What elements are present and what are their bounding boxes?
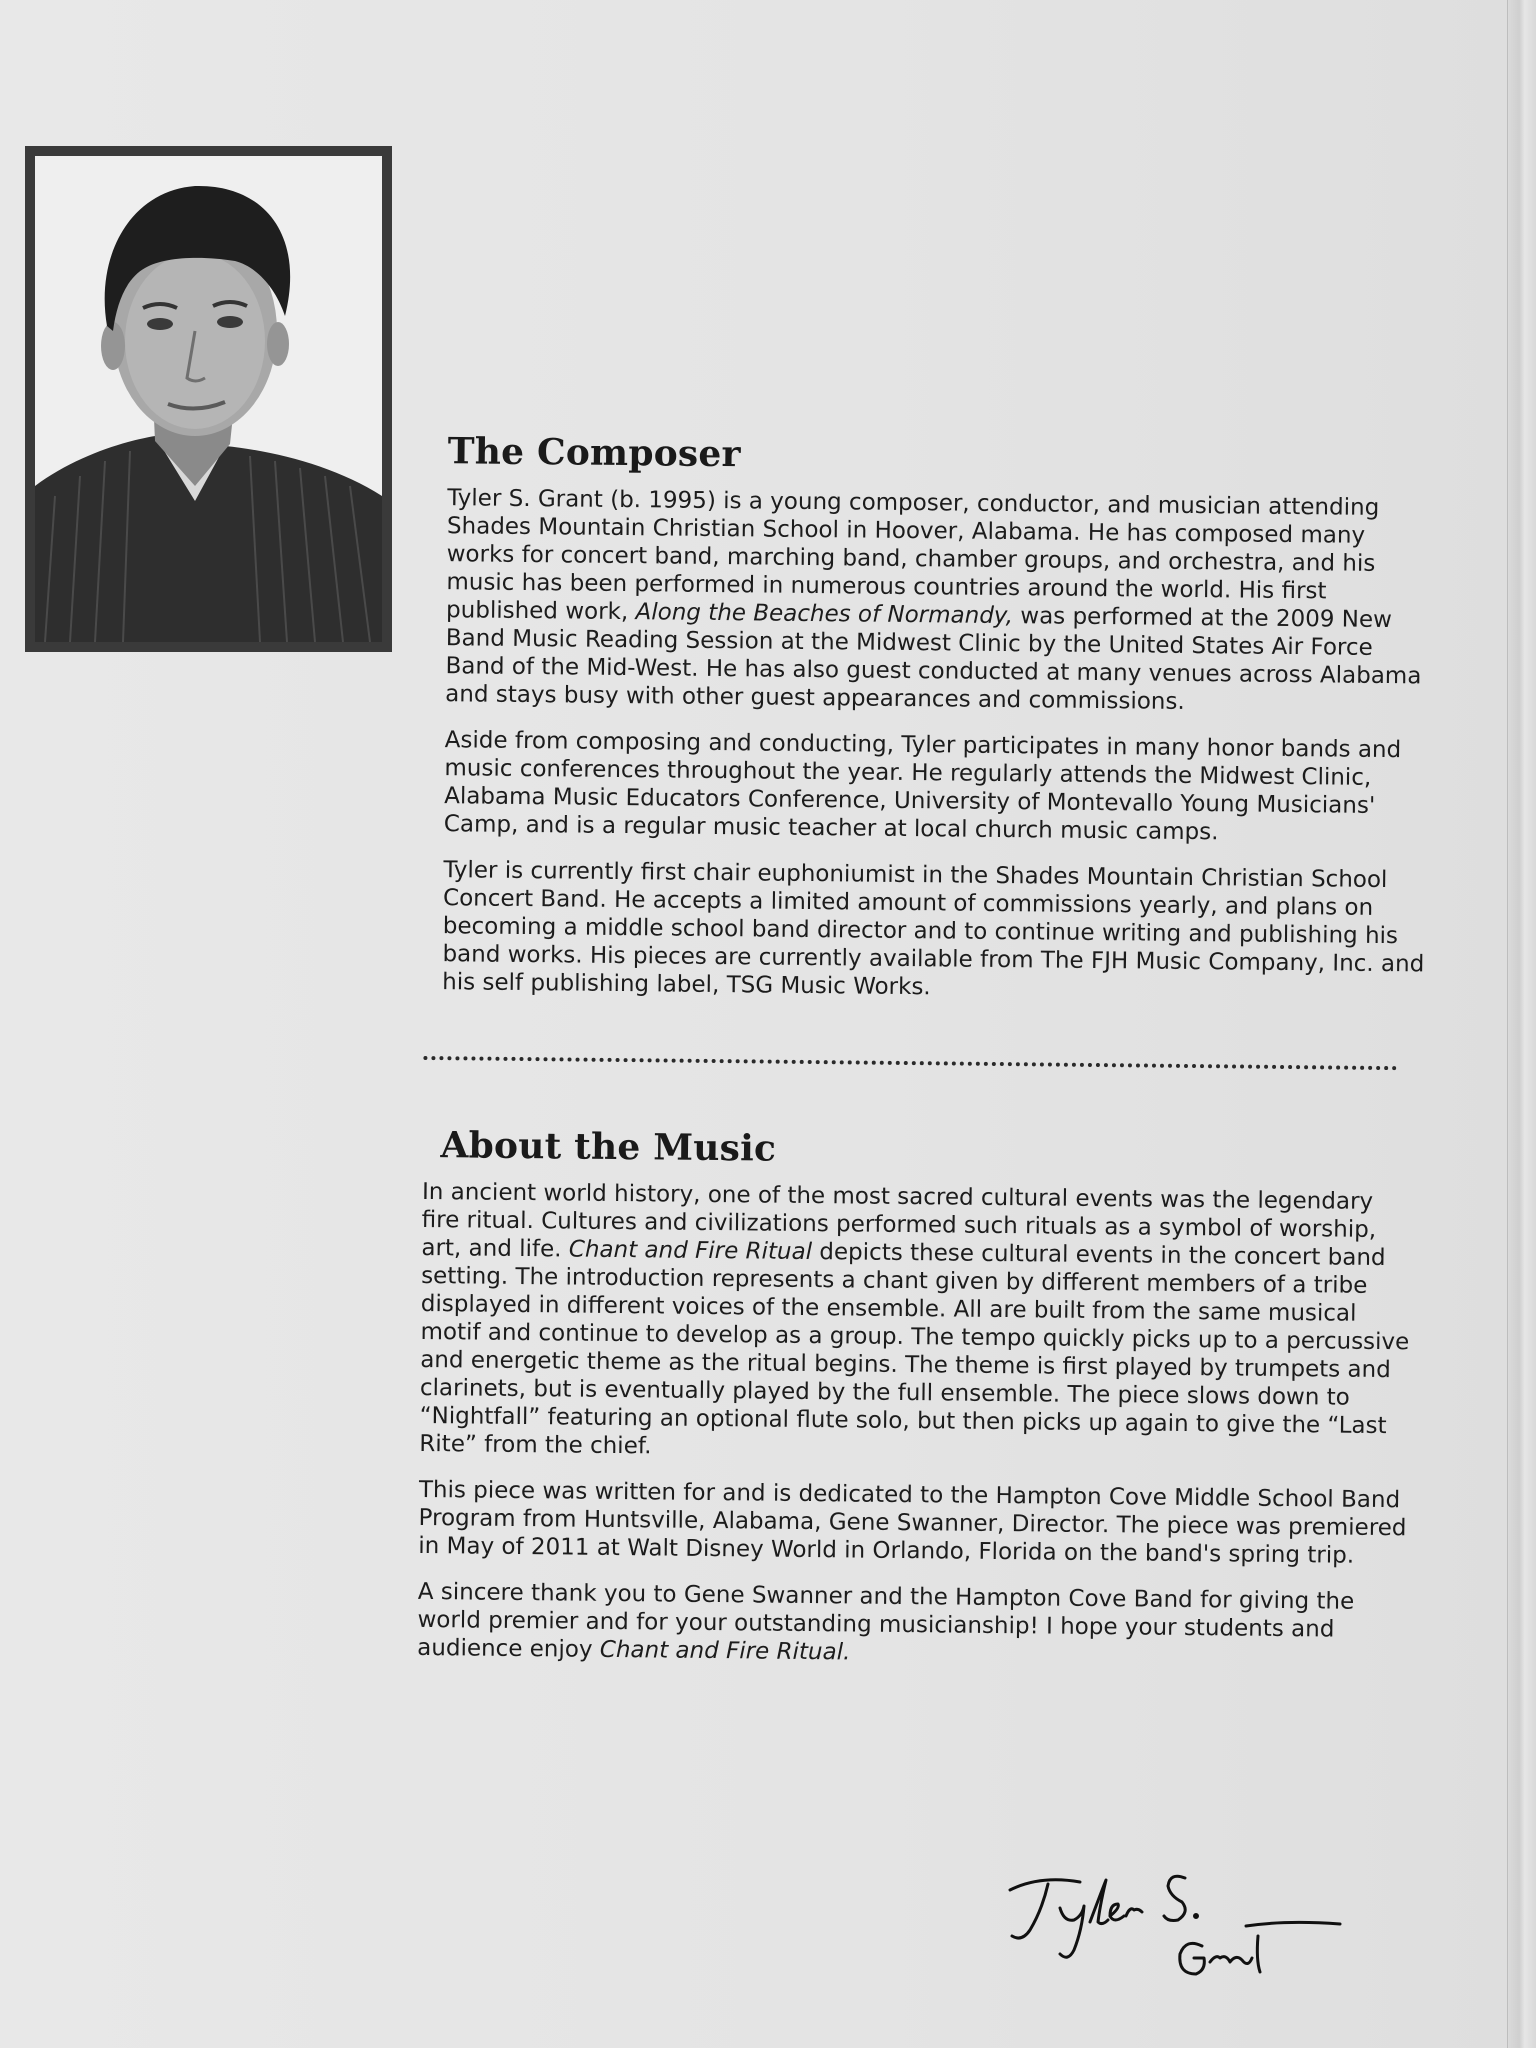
- handwritten-signature: [990, 1850, 1370, 2000]
- composer-heading: The Composer: [447, 430, 741, 476]
- text-run: In ancient world history, one of the most sacred cultural events was the legendary fire ritual. Cultures and civilizations performed such rituals as a symbol of worship, art, and life.: [421, 1178, 1377, 1263]
- composer-paragraph-1: [445, 484, 1437, 718]
- text-run: A sincere thank you to Gene Swanner and the Hampton Cove Band for giving the world premier and for your outstanding musicianship! I hope your students and audience enjoy: [417, 1578, 1355, 1663]
- composer-paragraph-3: Tyler is currently first chair euphoniumist in the Shades Mountain Christian School Concert Band. He accepts a limited amount of commissions yearly, and plans on becoming a middle school band director and to continue writing and publishing his band works. His pieces are currently available from The FJH Music Company, Inc. and his self publishing label, TSG Music Works.: [442, 857, 1425, 1001]
- text-run: depicts these cultural events in the concert band setting. The introduction represents a chant given by different members of a tribe displayed in different voices of the ensemble. All are built from the same musical motif and continue to develop as a group. The tempo quickly picks up to a percussive and energetic theme as the ritual begins. The theme is first played by trumpets and clarinets, but is eventually played by the full ensemble. The piece slows down to “Nightfall” featuring an optional flute solo, but then picks up again to give the “Last Rite” from the chief.: [419, 1239, 1410, 1460]
- italic-title: Chant and Fire Ritual.: [599, 1636, 851, 1666]
- composer-paragraph-2: Aside from composing and conducting, Tyler participates in many honor bands and music conferences throughout the year. He regularly attends the Midwest Clinic, Alabama Music Educators Conference, University of Montevallo Young Musicians' Camp, and is a regular music teacher at local church music camps.: [443, 727, 1402, 846]
- text-run: was performed at the 2009 New Band Music Reading Session at the Midwest Clinic by the United States Air Force Band of the Mid-West. He has also guest conducted at many venues across Alabama and stays busy with other guest appearances and commissions.: [445, 603, 1422, 715]
- music-paragraph-2: This piece was written for and is dedicated to the Hampton Cove Middle School Band Program from Huntsville, Alabama, Gene Swanner, Director. The piece was premiered in May of 2011 at Walt Disney World in Orlando, Florida on the band's spring trip.: [418, 1476, 1407, 1569]
- portrait-image: [35, 156, 382, 642]
- music-heading: About the Music: [440, 1124, 777, 1170]
- italic-title: Along the Beaches of Normandy,: [635, 599, 1014, 630]
- music-paragraph-3: [417, 1578, 1408, 1672]
- composer-photo-frame: [25, 146, 392, 652]
- italic-title: Chant and Fire Ritual: [568, 1236, 813, 1266]
- composer-photo: [35, 156, 382, 642]
- main-content: [417, 430, 1450, 1691]
- signature-image: [990, 1850, 1370, 2000]
- music-paragraph-1: [419, 1178, 1412, 1468]
- page-edge: [1507, 0, 1536, 2048]
- music-description: [417, 1178, 1412, 1672]
- text-run: Tyler S. Grant (b. 1995) is a young composer, conductor, and musician attending Shades Mountain Christian School in Hoover, Alabama. He has composed many works for concert band, marching band, chamber groups, and orchestra, and his music has been performed in numerous countries around the world. His first published work,: [445, 485, 1380, 626]
- composer-bio: [442, 484, 1437, 1006]
- dotted-divider: [423, 1056, 1397, 1070]
